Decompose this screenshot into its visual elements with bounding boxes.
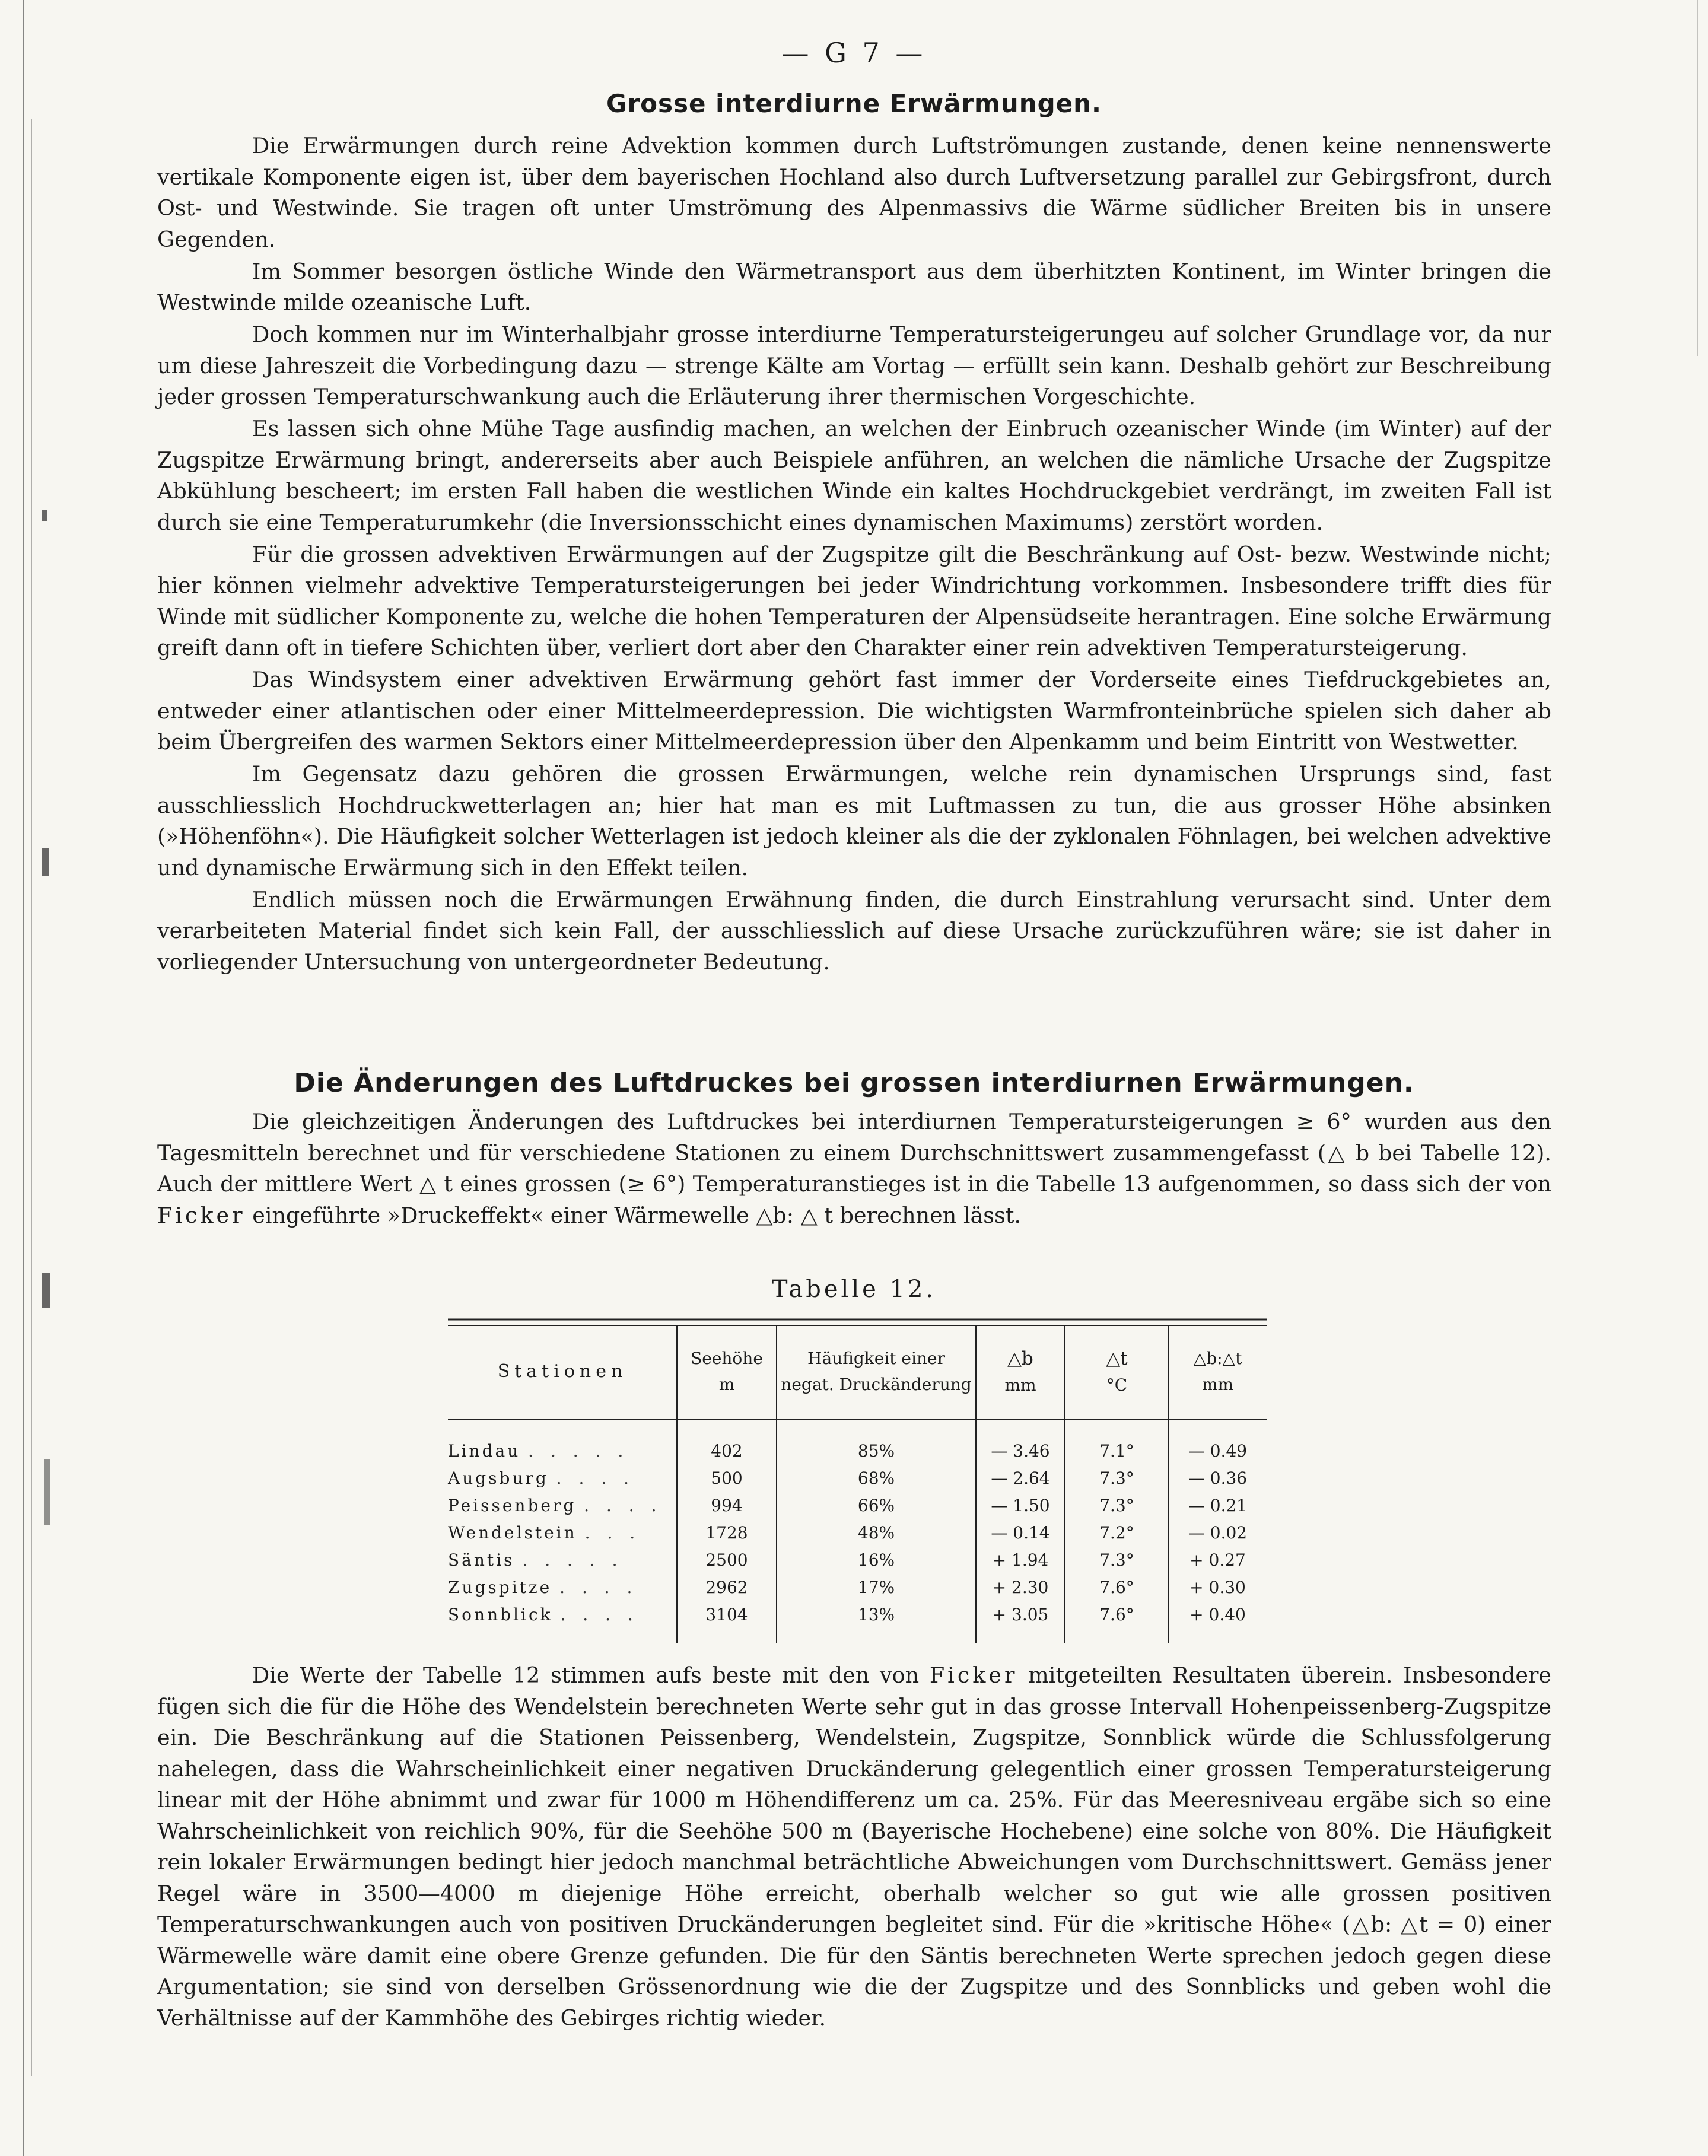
ratio-cell: + 0.30 <box>1189 1577 1246 1597</box>
header-delta-t <box>1065 1327 1169 1417</box>
header-haeufigkeit <box>777 1327 976 1417</box>
leader-dots: . . . <box>584 1522 641 1543</box>
table-row <box>448 1546 1267 1573</box>
ratio-cell: — 0.21 <box>1188 1495 1248 1515</box>
scan-mark <box>42 510 47 521</box>
delta-b-cell: — 3.46 <box>991 1440 1050 1461</box>
table-row <box>448 1601 1267 1628</box>
delta-t-cell: 7.6° <box>1099 1604 1134 1624</box>
header-delta-t-label: △t <box>1106 1347 1128 1369</box>
seehoehe-cell: 500 <box>711 1468 743 1488</box>
leader-dots: . . . . <box>584 1495 663 1515</box>
header-delta-b <box>976 1327 1065 1417</box>
delta-b-cell: + 2.30 <box>992 1577 1049 1597</box>
seehoehe-cell: 994 <box>711 1495 743 1515</box>
data-table <box>448 1318 1267 1643</box>
paragraph-text: Die Werte der Tabelle 12 stimmen aufs beste mit den von <box>252 1662 930 1688</box>
delta-b-cell: — 2.64 <box>991 1468 1050 1488</box>
paragraph <box>157 1106 1551 1231</box>
haeufigkeit-cell: 13% <box>857 1604 895 1624</box>
delta-b-cell: — 1.50 <box>991 1495 1050 1515</box>
haeufigkeit-cell: 48% <box>857 1522 895 1543</box>
header-ratio-label: △b:△t <box>1193 1349 1242 1368</box>
leader-dots: . . . . <box>556 1468 635 1488</box>
header-ratio-unit: mm <box>1201 1375 1234 1394</box>
delta-t-cell: 7.3° <box>1099 1550 1134 1570</box>
station-name: Peissenberg <box>448 1495 577 1515</box>
paragraph: Die Erwärmungen durch reine Advektion kommen durch Luftströmungen zustande, denen keine nennenswerte vertikale Komponente eigen ist, über dem bayerischen Hochland also durch Luftversetzung parallel zur Gebirgsfront, durch Ost- und Westwinde. Sie tragen oft unter Umströmung des Alpenmassivs die Wärme südlicher Breiten bis in unsere Gegenden. <box>157 133 1551 252</box>
table-row <box>448 1492 1267 1519</box>
table-row <box>448 1519 1267 1546</box>
delta-t-cell: 7.2° <box>1099 1522 1134 1543</box>
closing-section <box>157 1660 1551 2035</box>
station-cell <box>448 1601 677 1628</box>
table-grid <box>448 1327 1267 1628</box>
seehoehe-cell: 2500 <box>705 1550 748 1570</box>
section-title-warming: Grosse interdiurne Erwärmungen. <box>606 89 1102 118</box>
paragraph: Im Gegensatz dazu gehören die grossen Erwärmungen, welche rein dynamischen Ursprungs sind, fast ausschliesslich Hochdruckwetterlagen an; hier hat man es mit Luftmassen zu tun, die aus grosser Höhe absinken (»Höhenföhn«). Die Häufigkeit solcher Wetterlagen ist jedoch kleiner als die der zyklonalen Föhnlagen, bei welchen advektive und dynamische Erwärmung sich in den Effekt teilen. <box>157 761 1551 880</box>
station-cell <box>448 1464 677 1492</box>
header-seehoehe-unit: m <box>718 1375 735 1394</box>
author-name: Ficker <box>929 1662 1018 1688</box>
leader-dots: . . . . <box>559 1577 638 1597</box>
haeufigkeit-cell: 85% <box>857 1440 895 1461</box>
ratio-cell: + 0.40 <box>1189 1604 1246 1624</box>
leader-dots: . . . . <box>560 1604 639 1624</box>
paragraph-text: eingeführte »Druckeffekt« einer Wärmewelle △b: △ t berechnen lässt. <box>245 1202 1021 1228</box>
section-body-warming <box>157 131 1551 979</box>
header-haeufigkeit-label-2: negat. Druckänderung <box>781 1375 972 1394</box>
haeufigkeit-cell: 17% <box>857 1577 895 1597</box>
section-title-pressure: Die Änderungen des Luftdruckes bei grossen interdiurnen Erwärmungen. <box>294 1068 1414 1098</box>
page-number: — G 7 — <box>781 37 927 69</box>
station-cell <box>448 1417 677 1464</box>
seehoehe-cell: 3104 <box>705 1604 748 1624</box>
haeufigkeit-cell: 66% <box>857 1495 895 1515</box>
station-name: Wendelstein <box>448 1522 577 1543</box>
table-row <box>448 1573 1267 1601</box>
section-body-pressure <box>157 1106 1551 1232</box>
header-delta-t-unit: °C <box>1106 1375 1128 1395</box>
header-delta-b-label: △b <box>1007 1347 1033 1369</box>
paragraph: Für die grossen advektiven Erwärmungen auf der Zugspitze gilt die Beschränkung auf Ost- bezw. Westwinde nicht; hier können vielmehr advektive Temperatursteigerungen bei jeder Windrichtung vorkommen. Insbesondere trifft dies für Winde mit südlicher Komponente zu, welche die hohen Temperaturen der Alpensüdseite herantragen. Eine solche Erwärmung greift dann oft in tiefere Schichten über, verliert dort aber den Charakter einer rein advektiven Temperatursteigerung. <box>157 541 1551 660</box>
header-seehoehe <box>677 1327 777 1417</box>
paragraph-text: Die gleichzeitigen Änderungen des Luftdruckes bei interdiurnen Temperatursteigerungen ≥ 6° wurden aus den Tagesmitteln berechnet und für verschiedene Stationen zu einem Durchschnittswert zusammengefasst (△ b bei Tabelle 12). Auch der mittlere Wert △ t eines grossen (≥ 6°) Temperaturanstieges ist in die Tabelle 13 aufgenommen, so dass sich der von <box>157 1109 1551 1197</box>
leader-dots: . . . . . <box>528 1440 629 1461</box>
paragraph: Endlich müssen noch die Erwärmungen Erwähnung finden, die durch Einstrahlung verursacht sind. Unter dem verarbeiteten Material findet sich kein Fall, der ausschliesslich auf diese Ursache zurückzuführen wäre; sie ist daher in vorliegender Untersuchung von untergeordneter Bedeutung. <box>157 886 1551 975</box>
paragraph: Doch kommen nur im Winterhalbjahr grosse interdiurne Temperatursteigerungeu auf solcher Grundlage vor, da nur um diese Jahreszeit die Vorbedingung dazu — strenge Kälte am Vortag — erfüllt sein kann. Deshalb gehört zur Beschreibung jeder grossen Temperaturschwankung auch die Erläuterung ihrer thermischen Vorgeschichte. <box>157 322 1551 409</box>
delta-b-cell: + 3.05 <box>992 1604 1049 1624</box>
table-row <box>448 1464 1267 1492</box>
station-name: Lindau <box>448 1440 521 1461</box>
author-name: Ficker <box>157 1202 246 1228</box>
delta-t-cell: 7.3° <box>1099 1495 1134 1515</box>
paragraph: Es lassen sich ohne Mühe Tage ausfindig machen, an welchen der Einbruch ozeanischer Winde (im Winter) auf der Zugspitze Erwärmung bringt, andererseits aber auch Beispiele anführen, an welchen die nämliche Ursache der Zugspitze Abkühlung bescheert; im ersten Fall haben die westlichen Winde ein kaltes Hochdruckgebiet verdrängt, im zweiten Fall ist durch sie eine Temperaturumkehr (die Inversionsschicht eines dynamischen Maximums) zerstört worden. <box>157 416 1551 535</box>
ratio-cell: — 0.02 <box>1188 1522 1248 1543</box>
delta-t-cell: 7.6° <box>1099 1577 1134 1597</box>
header-haeufigkeit-label: Häufigkeit einer <box>807 1349 945 1368</box>
paragraph-text: mitgeteilten Resultaten überein. Insbesondere fügen sich die für die Höhe des Wendelstein berechneten Werte sehr gut in das grosse Intervall Hohenpeissenberg-Zugspitze ein. Die Beschränkung auf die Stationen Peissenberg, Wendelstein, Zugspitze, Sonnblick würde die Schlussfolgerung nahelegen, dass die Wahrscheinlichkeit einer negativen Druckänderung gelegentlich einer grossen Temperatursteigerung linear mit der Höhe abnimmt und zwar für 1000 m Höhendifferenz um ca. 25%. Für das Meeresniveau ergäbe sich so eine Wahrscheinlichkeit von reichlich 90%, für die Seehöhe 500 m (Bayerische Hochebene) eine solche von 80%. Die Häufigkeit rein lokaler Erwärmungen bedingt hier jedoch manchmal beträchtliche Abweichungen vom Durchschnittswert. Gemäss jener Regel wäre in 3500—4000 m diejenige Höhe erreicht, oberhalb welcher so gut wie alle grossen positiven Temperaturschwankungen auch von positiven Druckänderungen begleitet sind. Für die »kritische Höhe« (△b: △t = 0) einer Wärmewelle wäre damit eine obere Grenze gefunden. Die für den Säntis berechneten Werte sprechen jedoch gegen diese Argumentation; sie sind von derselben Grössenordnung wie die der Zugspitze und des Sonnblicks und geben wohl die Verhältnisse auf der Kammhöhe des Gebirges richtig wieder. <box>157 1662 1552 2031</box>
station-cell <box>448 1546 677 1573</box>
ratio-cell: — 0.36 <box>1188 1468 1248 1488</box>
station-name: Augsburg <box>448 1468 549 1488</box>
header-stations: Stationen <box>497 1361 628 1382</box>
delta-b-cell: + 1.94 <box>992 1550 1049 1570</box>
table-row <box>448 1417 1267 1464</box>
station-cell <box>448 1519 677 1546</box>
scan-mark <box>44 1459 50 1525</box>
station-name: Sonnblick <box>448 1604 553 1624</box>
paragraph <box>157 1660 1551 2034</box>
delta-b-cell: — 0.14 <box>991 1522 1050 1543</box>
ratio-cell: — 0.49 <box>1188 1440 1248 1461</box>
station-cell <box>448 1573 677 1601</box>
station-name: Zugspitze <box>448 1577 552 1597</box>
paragraph: Im Sommer besorgen östliche Winde den Wärmetransport aus dem überhitzten Kontinent, im Winter bringen die Westwinde milde ozeanische Luft. <box>157 258 1551 315</box>
seehoehe-cell: 1728 <box>705 1522 748 1543</box>
table-caption: Tabelle 12. <box>771 1276 937 1303</box>
header-delta-b-unit: mm <box>1004 1375 1036 1395</box>
ratio-cell: + 0.27 <box>1189 1550 1246 1570</box>
seehoehe-cell: 402 <box>711 1440 743 1461</box>
haeufigkeit-cell: 68% <box>857 1468 895 1488</box>
haeufigkeit-cell: 16% <box>857 1550 895 1570</box>
scan-mark <box>42 848 49 876</box>
delta-t-cell: 7.1° <box>1099 1440 1134 1461</box>
station-cell <box>448 1492 677 1519</box>
delta-t-cell: 7.3° <box>1099 1468 1134 1488</box>
header-ratio <box>1169 1327 1267 1417</box>
paragraph: Das Windsystem einer advektiven Erwärmung gehört fast immer der Vorderseite eines Tiefdruckgebietes an, entweder einer atlantischen oder einer Mittelmeerdepression. Die wichtigsten Warmfronteinbrüche spielen sich daher ab beim Übergreifen des warmen Sektors einer Mittelmeerdepression über den Alpenkamm und beim Eintritt von Westwetter. <box>157 667 1551 755</box>
station-name: Säntis <box>448 1550 515 1570</box>
header-seehoehe-label: Seehöhe <box>691 1349 763 1368</box>
table-header-row <box>448 1327 1267 1417</box>
seehoehe-cell: 2962 <box>705 1577 748 1597</box>
leader-dots: . . . . . <box>522 1550 624 1570</box>
